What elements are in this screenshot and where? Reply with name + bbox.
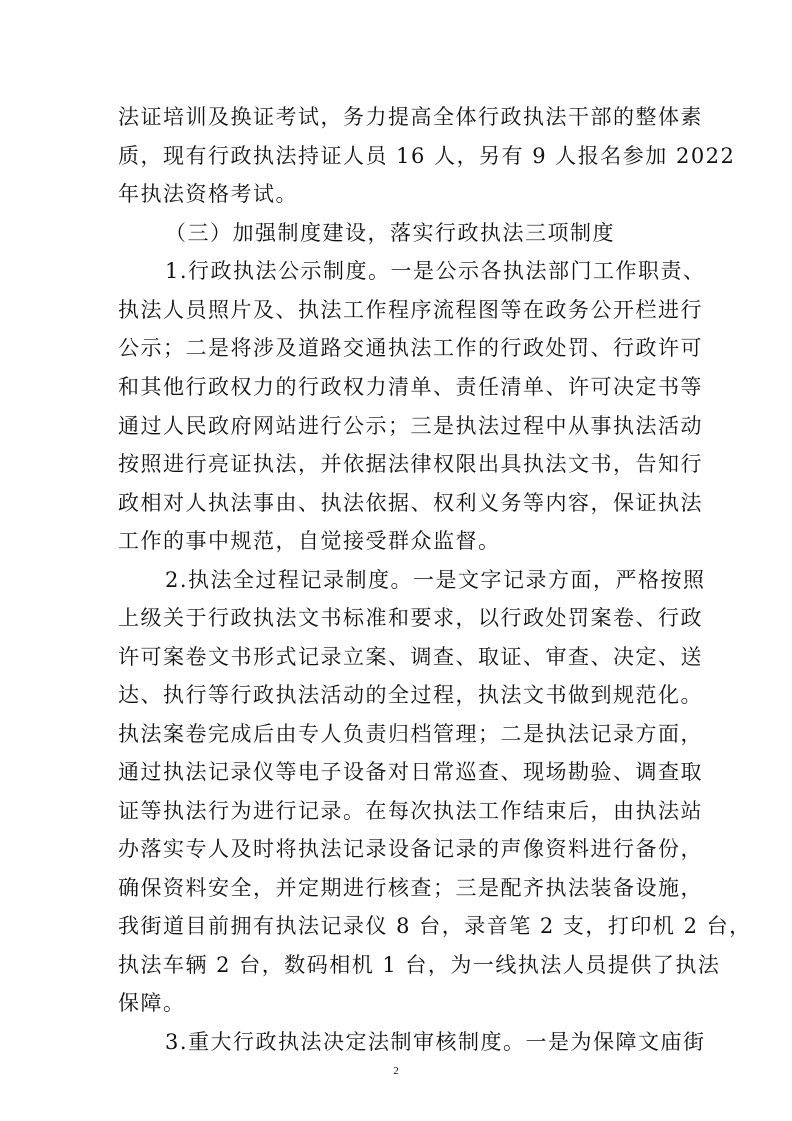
text-line: 执法人员照片及、执法工作程序流程图等在政务公开栏进行 xyxy=(118,298,703,322)
text-line: 执法案卷完成后由专人负责归档管理；二是执法记录方面， xyxy=(118,722,703,746)
text-line: 质，现有行政执法持证人员 16 人，另有 9 人报名参加 2022 xyxy=(118,144,736,168)
text-line: 年执法资格考试。 xyxy=(118,182,298,206)
text-line: 确保资料安全，并定期进行核查；三是配齐执法装备设施， xyxy=(118,876,703,900)
text-line: 工作的事中规范，自觉接受群众监督。 xyxy=(118,529,501,553)
text-line: 我街道目前拥有执法记录仪 8 台，录音笔 2 支，打印机 2 台， xyxy=(118,914,752,938)
text-line: 上级关于行政执法文书标准和要求，以行政处罚案卷、行政 xyxy=(118,606,703,630)
text-line: 办落实专人及时将执法记录设备记录的声像资料进行备份， xyxy=(118,837,703,861)
text-line: 通过人民政府网站进行公示；三是执法过程中从事执法活动 xyxy=(118,414,703,438)
text-line: 政相对人执法事由、执法依据、权利义务等内容，保证执法 xyxy=(118,491,703,515)
text-line: 通过执法记录仪等电子设备对日常巡查、现场勘验、调查取 xyxy=(118,760,703,784)
text-line: 2.执法全过程记录制度。一是文字记录方面，严格按照 xyxy=(165,568,706,592)
text-line: 法证培训及换证考试，务力提高全体行政执法干部的整体素 xyxy=(118,105,703,129)
text-line: 公示；二是将涉及道路交通执法工作的行政处罚、行政许可 xyxy=(118,336,703,360)
text-line: 达、执行等行政执法活动的全过程，执法文书做到规范化。 xyxy=(118,683,703,707)
text-line: 保障。 xyxy=(118,991,186,1015)
text-line: 许可案卷文书形式记录立案、调查、取证、审查、决定、送 xyxy=(118,645,703,669)
text-line: 3.重大行政执法决定法制审核制度。一是为保障文庙街 xyxy=(165,1030,706,1054)
section-heading: （三）加强制度建设，落实行政执法三项制度 xyxy=(165,221,615,245)
text-line: 1.行政执法公示制度。一是公示各执法部门工作职责、 xyxy=(165,259,706,283)
page-number: 2 xyxy=(393,1065,399,1077)
text-line: 和其他行政权力的行政权力清单、责任清单、许可决定书等 xyxy=(118,375,703,399)
text-line: 执法车辆 2 台，数码相机 1 台，为一线执法人员提供了执法 xyxy=(118,953,721,977)
text-line: 证等执法行为进行记录。在每次执法工作结束后，由执法站 xyxy=(118,799,703,823)
text-line: 按照进行亮证执法，并依据法律权限出具执法文书，告知行 xyxy=(118,452,703,476)
